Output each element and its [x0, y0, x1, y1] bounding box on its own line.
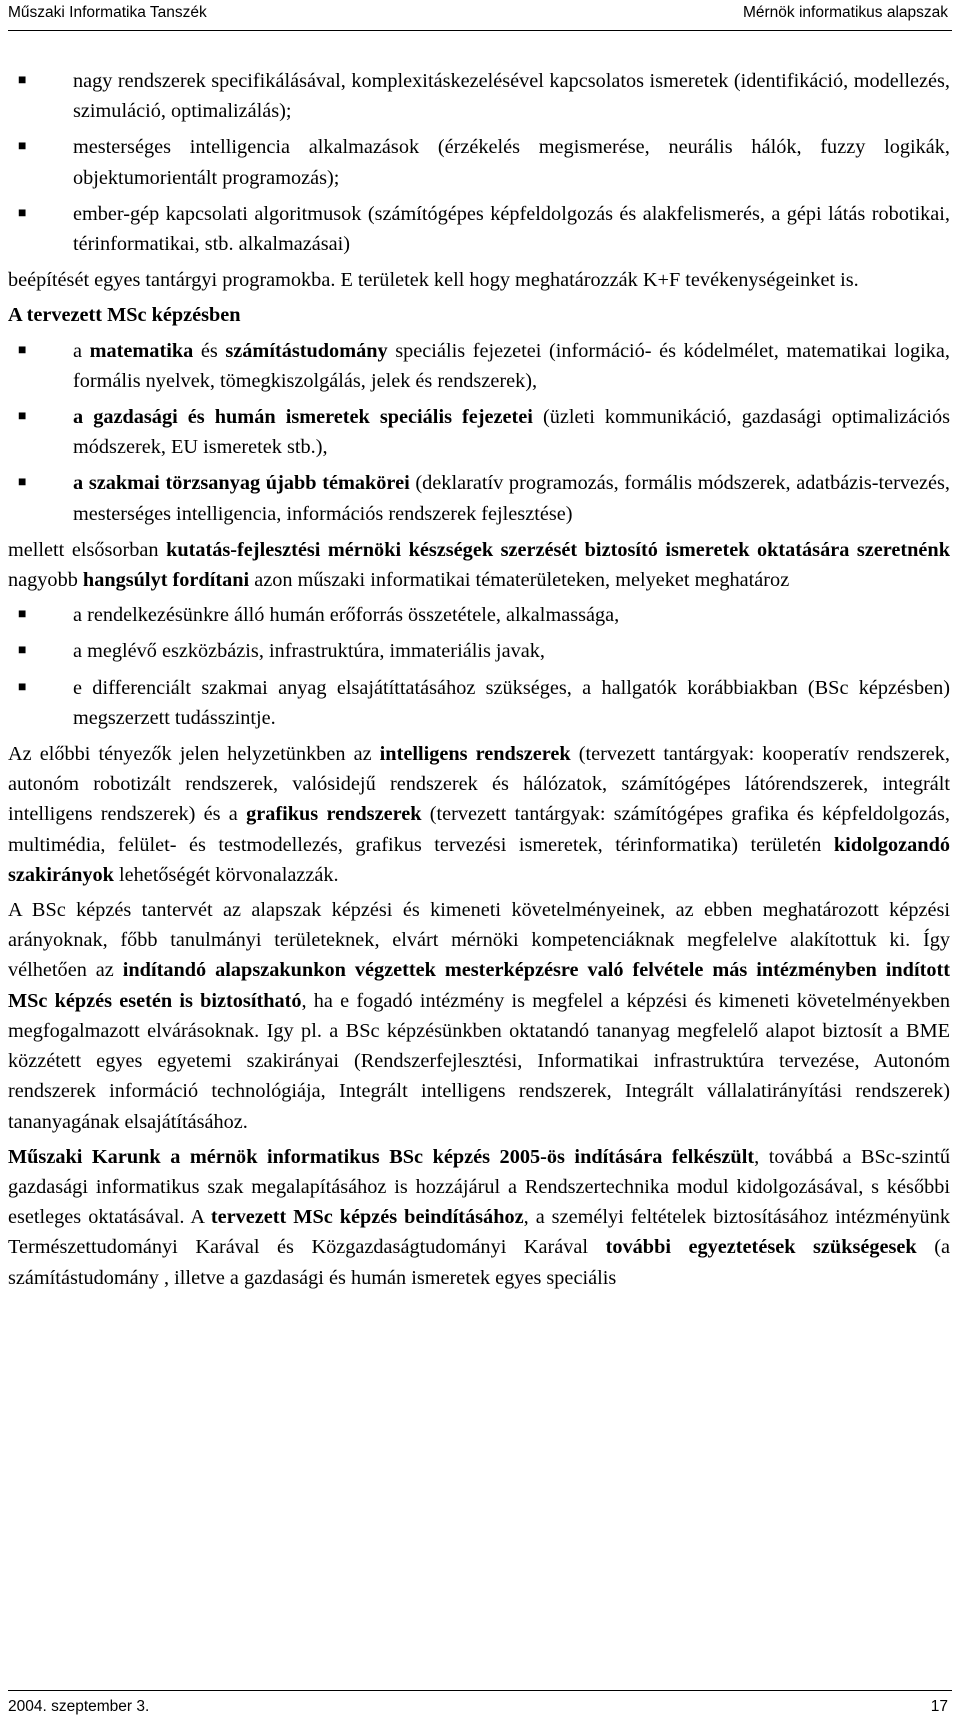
- text-run: mellett elsősorban: [8, 538, 167, 561]
- bold-text: a gazdasági és humán ismeretek speciális fejezetei: [73, 406, 533, 429]
- bold-text: további egyeztetések szükségesek: [605, 1236, 917, 1259]
- square-bullet-icon: ■: [18, 607, 27, 623]
- text-run: Az előbbi tényezők jelen helyzetünkben az: [8, 743, 380, 766]
- list-item-text: mesterséges intelligencia alkalmazások (érzékelés megismerése, neurális hálók, fuzzy logikák, objektumorientált programozás);: [73, 136, 950, 189]
- text-run: , ha e fogadó intézmény is megfelel a képzési és kimeneti követelményekben megfogalmazott elvárásoknak. Igy pl. a BSc képzésünkben oktatandó tananyag megfelelő alapot biztosít a BME közzétett egyes egyetemi szakirányai (Rendszerfejlesztési, Informatikai infrastruktúra tervezése, Autonóm rendszerek információ technológiája, Integrált intelligens rendszerek, Integrált vállalatirányítási rendszerek) tananyagának elsajátításához.: [8, 989, 950, 1133]
- list-item: [8, 336, 950, 396]
- text-run: (tervezett tantárgyak: számítógépes grafika és képfeldolgozás, multimédia, felület- és testmodellezés, grafikus tervezési ismeretek, térinformatika) területén: [8, 803, 950, 856]
- square-bullet-icon: ■: [18, 205, 27, 221]
- square-bullet-icon: ■: [18, 139, 27, 155]
- paragraph-focus: [8, 535, 950, 595]
- bold-text: kutatás-fejlesztési mérnöki készségek szerzését biztosító ismeretek oktatására szeretnénk: [166, 538, 950, 561]
- text-run: (deklaratív programozás, formális módszerek, adatbázis-tervezés, mesterséges intelligencia, információs rendszerek fejlesztése): [73, 472, 950, 525]
- footer-date: 2004. szeptember 3.: [8, 1698, 150, 1715]
- square-bullet-icon: ■: [18, 73, 27, 88]
- square-bullet-icon: ■: [18, 475, 27, 491]
- page-number: 17: [930, 1698, 948, 1715]
- list-item: [8, 636, 950, 666]
- text-run: , továbbá a BSc-szintű gazdasági informatikus szak megalapításához is hozzájárul a Rendszertechnika modul kidolgozásával, s későbbi esetleges oktatásával. A: [8, 1145, 950, 1229]
- paragraph-specializations: [8, 739, 950, 890]
- list-item: [8, 66, 950, 126]
- list-item-text: a rendelkezésünkre álló humán erőforrás összetétele, alkalmassága,: [73, 604, 620, 627]
- text-run: , a személyi feltételek biztosításához intézményünk Természettudományi Karával és Közgazdaságtudományi Karával: [8, 1206, 950, 1259]
- text-run: lehetőségét körvonalazzák.: [113, 863, 339, 886]
- square-bullet-icon: ■: [18, 643, 27, 659]
- bold-text: tervezett MSc képzés beindításához: [210, 1206, 524, 1229]
- bold-text: kidolgozandó szakirányok: [8, 833, 950, 886]
- list-item-text: nagy rendszerek specifikálásával, komplexitáskezelésével kapcsolatos ismeretek (identifikáció, modellezés, szimuláció, optimalizálás);: [73, 70, 950, 123]
- header-program: Mérnök informatikus alapszak: [742, 4, 948, 21]
- bold-text: grafikus rendszerek: [246, 803, 422, 826]
- list-item-text: ember-gép kapcsolati algoritmusok (számítógépes képfeldolgozás és alakfelismerés, a gépi látás robotikai, térinformatikai, stb. alkalmazásai): [73, 202, 950, 256]
- list-item-text: e differenciált szakmai anyag elsajátíttatásához szükséges, a hallgatók korábbiakban (BSc képzésben) megszerzett tudásszintje.: [73, 676, 950, 729]
- text-run: speciális fejezetei (információ- és kódelmélet, matematikai logika, formális nyelvek, tömegkiszolgálás, jelek és rendszerek),: [73, 339, 950, 392]
- list-item: [8, 600, 950, 630]
- bold-text: számítástudomány: [225, 339, 388, 362]
- text-run: azon műszaki informatikai tématerületeken, melyeket meghatároz: [249, 569, 790, 592]
- msc-heading: A tervezett MSc képzésben: [8, 304, 241, 327]
- list-item: [8, 468, 950, 528]
- bold-text: Műszaki Karunk a mérnök informatikus BSc képzés 2005-ös indítására felkészült: [8, 1145, 755, 1168]
- bold-text: hangsúlyt fordítani: [82, 569, 250, 592]
- text-run: (üzleti kommunikáció, gazdasági optimalizációs módszerek, EU ismeretek stb.),: [73, 406, 950, 459]
- text-run: nagyobb: [8, 569, 83, 592]
- msc-topics-list: [8, 336, 950, 529]
- text-run: a: [73, 339, 90, 362]
- list-item-text: a meglévő eszközbázis, infrastruktúra, immateriális javak,: [73, 640, 545, 663]
- text-run: A BSc képzés tantervét az alapszak képzési és kimeneti követelményeinek, az ebben meghatározott képzési arányoknak, főbb tanulmányi területeknek, elvárt mérnöki kompetenciáknak megfelelve alakítottuk ki. Így vélhetően az: [8, 899, 950, 982]
- paragraph-bsc-curriculum: [8, 895, 950, 1137]
- bold-text: a szakmai törzsanyag újabb témakörei: [73, 472, 410, 495]
- list-item: [8, 132, 950, 192]
- paragraph-integration: beépítését egyes tantárgyi programokba. E területek kell hogy meghatározzák K+F tevékenységeinket is.: [8, 269, 859, 292]
- list-item: [8, 402, 950, 462]
- research-areas-list: [8, 66, 950, 259]
- square-bullet-icon: ■: [18, 409, 27, 425]
- page-footer: [8, 1690, 952, 1721]
- text-run: és: [193, 339, 226, 362]
- header-department: Műszaki Informatika Tanszék: [8, 4, 207, 21]
- bold-text: indítandó alapszakunkon végzettek mesterképzésre való felvétele más intézményben indított MSc képzés esetén is biztosítható: [8, 959, 950, 1012]
- paragraph-faculty-readiness: [8, 1142, 950, 1293]
- page-header: [8, 0, 952, 31]
- document-body: [8, 66, 950, 1298]
- square-bullet-icon: ■: [18, 342, 27, 358]
- list-item: [8, 673, 950, 733]
- determining-factors-list: [8, 600, 950, 733]
- square-bullet-icon: ■: [18, 679, 27, 695]
- bold-text: matematika: [89, 339, 194, 362]
- text-run: (tervezett tantárgyak: kooperatív rendszerek, autonóm robotizált rendszerek, valósidejű rendszerek és hálózatok, számítógépes látórendszerek, integrált intelligens rendszerek) és a: [8, 743, 950, 826]
- text-run: (a számítástudomány , illetve a gazdasági és humán ismeretek egyes speciális: [8, 1236, 950, 1289]
- list-item: [8, 199, 950, 259]
- bold-text: intelligens rendszerek: [379, 743, 571, 766]
